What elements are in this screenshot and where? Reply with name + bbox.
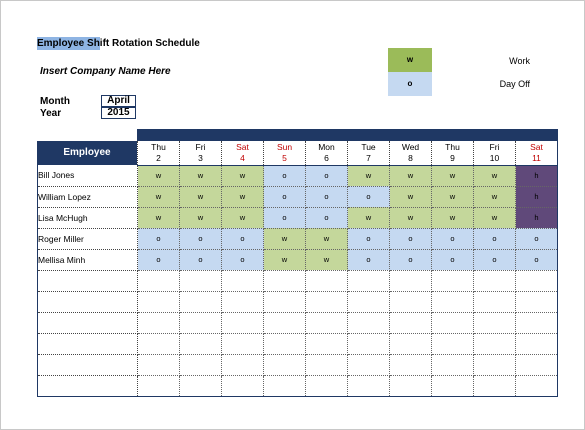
day-of-week: Thu: [445, 141, 460, 152]
legend-work-label: Work: [509, 56, 530, 66]
shift-cell[interactable]: w: [348, 207, 390, 228]
shift-cell[interactable]: w: [138, 186, 180, 207]
day-date: 4: [240, 152, 245, 163]
day-of-week: Mon: [318, 141, 335, 152]
day-header: [180, 141, 222, 165]
shift-cell[interactable]: w: [138, 165, 180, 186]
day-date: 3: [198, 152, 203, 163]
shift-cell[interactable]: w: [390, 186, 432, 207]
year-value[interactable]: 2015: [101, 107, 136, 119]
shift-cell[interactable]: [348, 375, 390, 396]
shift-cell[interactable]: [348, 291, 390, 312]
table-row: [38, 312, 558, 333]
shift-cell[interactable]: o: [516, 228, 558, 249]
table-row: [38, 375, 558, 396]
day-date: 7: [366, 152, 371, 163]
table-row: [38, 249, 558, 270]
shift-cell[interactable]: h: [516, 207, 558, 228]
employee-name[interactable]: Mellisa Minh: [38, 249, 138, 270]
shift-cell[interactable]: [222, 312, 264, 333]
shift-cell[interactable]: [390, 375, 432, 396]
shift-cell[interactable]: o: [474, 249, 516, 270]
shift-cell[interactable]: w: [432, 165, 474, 186]
shift-cell[interactable]: [474, 312, 516, 333]
shift-cell[interactable]: [180, 333, 222, 354]
shift-cell[interactable]: [390, 354, 432, 375]
shift-cell[interactable]: w: [432, 186, 474, 207]
shift-cell[interactable]: [390, 312, 432, 333]
table-row: [38, 291, 558, 312]
shift-cell[interactable]: [264, 333, 306, 354]
legend-dayoff-label: Day Off: [499, 79, 530, 89]
day-header: [474, 141, 516, 165]
shift-cell[interactable]: w: [138, 207, 180, 228]
shift-cell[interactable]: o: [516, 249, 558, 270]
shift-cell[interactable]: [180, 375, 222, 396]
shift-cell[interactable]: [222, 354, 264, 375]
shift-cell[interactable]: [516, 354, 558, 375]
day-of-week: Fri: [489, 141, 500, 152]
shift-cell[interactable]: [222, 333, 264, 354]
shift-cell[interactable]: [138, 354, 180, 375]
shift-cell[interactable]: h: [516, 165, 558, 186]
day-header: [264, 141, 306, 165]
shift-cell[interactable]: w: [264, 228, 306, 249]
shift-cell[interactable]: [474, 291, 516, 312]
shift-cell[interactable]: o: [222, 249, 264, 270]
shift-cell[interactable]: [222, 291, 264, 312]
shift-cell[interactable]: o: [138, 228, 180, 249]
day-of-week: Tue: [361, 141, 376, 152]
employee-name[interactable]: [38, 291, 138, 312]
shift-cell[interactable]: w: [180, 165, 222, 186]
shift-cell[interactable]: w: [180, 207, 222, 228]
day-header: [348, 141, 390, 165]
shift-cell[interactable]: o: [306, 165, 348, 186]
shift-cell[interactable]: o: [390, 249, 432, 270]
shift-cell[interactable]: [306, 270, 348, 291]
shift-cell[interactable]: [138, 291, 180, 312]
shift-cell[interactable]: [516, 312, 558, 333]
shift-cell[interactable]: o: [432, 249, 474, 270]
shift-cell[interactable]: [138, 270, 180, 291]
table-row: [38, 186, 558, 207]
shift-cell[interactable]: o: [348, 228, 390, 249]
shift-cell[interactable]: o: [264, 165, 306, 186]
shift-cell[interactable]: [432, 354, 474, 375]
table-row: [38, 207, 558, 228]
shift-cell[interactable]: w: [306, 249, 348, 270]
month-value[interactable]: April: [101, 95, 136, 107]
day-date: 10: [489, 152, 500, 163]
day-date: 11: [532, 152, 541, 163]
table-row: [38, 270, 558, 291]
shift-cell[interactable]: [516, 291, 558, 312]
shift-cell[interactable]: [180, 354, 222, 375]
shift-cell[interactable]: w: [222, 207, 264, 228]
day-date: 6: [324, 152, 329, 163]
header-bar: [137, 129, 558, 141]
day-of-week: Sat: [530, 141, 543, 152]
shift-cell[interactable]: [390, 291, 432, 312]
employee-name[interactable]: Bill Jones: [38, 165, 138, 186]
shift-cell[interactable]: o: [306, 207, 348, 228]
shift-cell[interactable]: [222, 375, 264, 396]
shift-cell[interactable]: w: [180, 186, 222, 207]
shift-cell[interactable]: [306, 333, 348, 354]
day-of-week: Sat: [236, 141, 249, 152]
shift-cell[interactable]: [474, 354, 516, 375]
shift-cell[interactable]: [264, 375, 306, 396]
shift-cell[interactable]: [306, 375, 348, 396]
schedule-title: Employee Shift Rotation Schedule: [37, 38, 200, 49]
day-of-week: Thu: [151, 141, 166, 152]
shift-cell[interactable]: [474, 270, 516, 291]
shift-cell[interactable]: [180, 270, 222, 291]
shift-cell[interactable]: w: [474, 186, 516, 207]
shift-cell[interactable]: w: [306, 228, 348, 249]
shift-cell[interactable]: [264, 312, 306, 333]
shift-cell[interactable]: [138, 333, 180, 354]
day-date: 8: [408, 152, 413, 163]
shift-cell[interactable]: [474, 375, 516, 396]
shift-cell[interactable]: h: [516, 186, 558, 207]
shift-cell[interactable]: [474, 333, 516, 354]
schedule-grid: [37, 141, 558, 397]
employee-name[interactable]: [38, 354, 138, 375]
shift-cell[interactable]: [264, 270, 306, 291]
shift-cell[interactable]: [264, 291, 306, 312]
shift-cell[interactable]: [432, 312, 474, 333]
shift-cell[interactable]: [138, 312, 180, 333]
shift-cell[interactable]: [516, 333, 558, 354]
shift-cell[interactable]: o: [306, 186, 348, 207]
day-header: [306, 141, 348, 165]
shift-cell[interactable]: w: [222, 186, 264, 207]
shift-cell[interactable]: o: [264, 207, 306, 228]
shift-cell[interactable]: [348, 312, 390, 333]
shift-cell[interactable]: [432, 375, 474, 396]
shift-cell[interactable]: [516, 270, 558, 291]
day-of-week: Wed: [401, 141, 420, 152]
shift-cell[interactable]: o: [222, 228, 264, 249]
shift-cell[interactable]: o: [348, 249, 390, 270]
shift-cell[interactable]: [264, 354, 306, 375]
shift-cell[interactable]: o: [264, 186, 306, 207]
day-of-week: Sun: [276, 141, 293, 152]
shift-cell[interactable]: o: [180, 249, 222, 270]
shift-cell[interactable]: w: [348, 165, 390, 186]
day-of-week: Fri: [195, 141, 206, 152]
legend-work-swatch: w: [388, 48, 432, 72]
employee-name[interactable]: Lisa McHugh: [38, 207, 138, 228]
employee-name[interactable]: Roger Miller: [38, 228, 138, 249]
table-row: [38, 354, 558, 375]
year-label: Year: [40, 108, 62, 119]
shift-cell[interactable]: o: [474, 228, 516, 249]
shift-cell[interactable]: w: [432, 207, 474, 228]
shift-cell[interactable]: o: [348, 186, 390, 207]
shift-cell[interactable]: [180, 291, 222, 312]
day-date: 9: [450, 152, 455, 163]
shift-cell[interactable]: w: [474, 165, 516, 186]
shift-cell[interactable]: [180, 312, 222, 333]
day-header: [516, 141, 558, 165]
shift-cell[interactable]: o: [138, 249, 180, 270]
shift-cell[interactable]: [306, 354, 348, 375]
employee-name[interactable]: [38, 375, 138, 396]
shift-cell[interactable]: [432, 270, 474, 291]
employee-column-header: Employee: [37, 141, 137, 165]
day-header: [222, 141, 264, 165]
table-row: [38, 228, 558, 249]
shift-cell[interactable]: [390, 270, 432, 291]
shift-cell[interactable]: o: [432, 228, 474, 249]
employee-name[interactable]: [38, 312, 138, 333]
shift-cell[interactable]: [348, 270, 390, 291]
day-header: [138, 141, 180, 165]
shift-cell[interactable]: [432, 291, 474, 312]
day-header: [432, 141, 474, 165]
shift-cell[interactable]: [306, 312, 348, 333]
employee-name[interactable]: William Lopez: [38, 186, 138, 207]
shift-cell[interactable]: [432, 333, 474, 354]
day-date: 5: [282, 152, 287, 163]
shift-cell[interactable]: [138, 375, 180, 396]
legend-dayoff-swatch: o: [388, 72, 432, 96]
shift-cell[interactable]: o: [180, 228, 222, 249]
shift-cell[interactable]: [516, 375, 558, 396]
day-header: [390, 141, 432, 165]
shift-cell[interactable]: w: [390, 207, 432, 228]
month-label: Month: [40, 96, 70, 107]
shift-cell[interactable]: [222, 270, 264, 291]
shift-cell[interactable]: o: [390, 228, 432, 249]
shift-cell[interactable]: w: [474, 207, 516, 228]
shift-cell[interactable]: [306, 291, 348, 312]
shift-cell[interactable]: w: [390, 165, 432, 186]
company-name-field[interactable]: Insert Company Name Here: [40, 66, 171, 77]
day-date: 2: [156, 152, 161, 163]
shift-cell[interactable]: [348, 354, 390, 375]
shift-cell[interactable]: w: [264, 249, 306, 270]
table-row: [38, 333, 558, 354]
employee-name[interactable]: [38, 270, 138, 291]
shift-cell[interactable]: w: [222, 165, 264, 186]
table-row: [38, 165, 558, 186]
employee-name[interactable]: [38, 333, 138, 354]
shift-cell[interactable]: [348, 333, 390, 354]
shift-cell[interactable]: [390, 333, 432, 354]
